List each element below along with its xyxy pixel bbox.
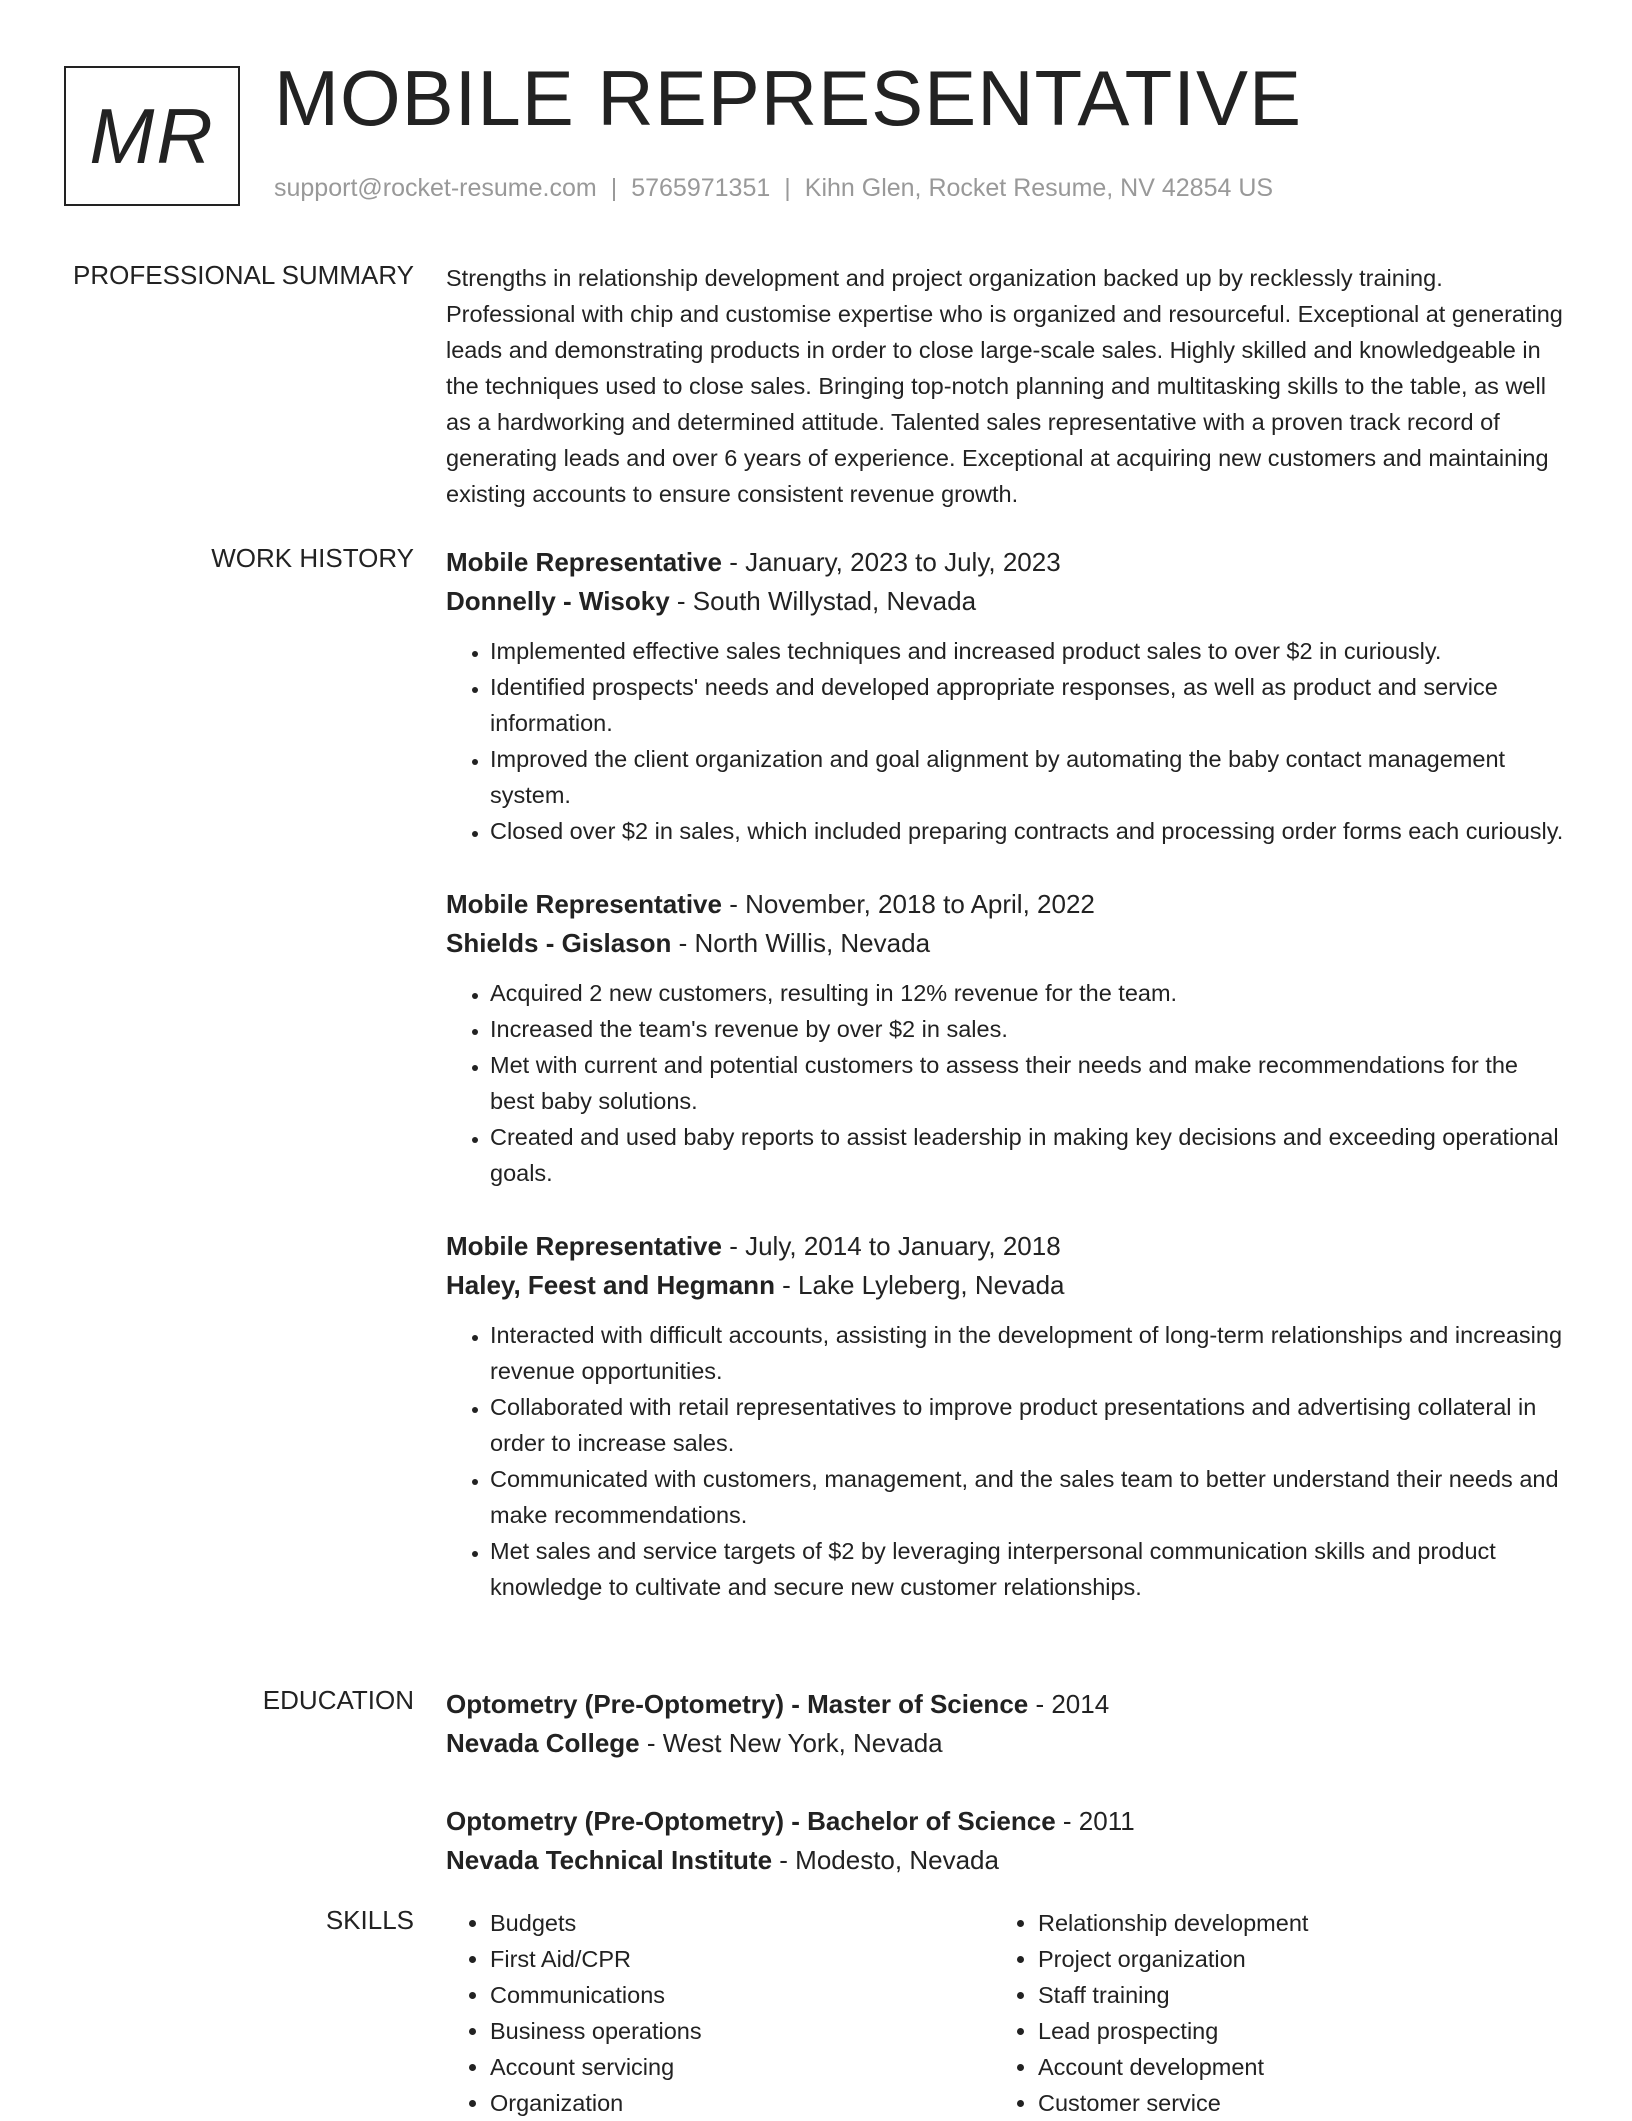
- job-entry: [446, 1227, 1566, 1605]
- skill-item: • Lead prospecting: [1038, 2013, 1542, 2049]
- contact-separator: |: [784, 174, 791, 202]
- job-employer: Donnelly - Wisoky: [446, 586, 670, 616]
- job-employer: Haley, Feest and Hegmann: [446, 1270, 775, 1300]
- job-dates: - November, 2018 to April, 2022: [721, 889, 1095, 919]
- job-employer-line: [446, 1266, 1566, 1305]
- job-bullet: • Increased the team's revenue by over $2 in sales.: [490, 1011, 1566, 1047]
- job-bullet: • Created and used baby reports to assist leadership in making key decisions and exceeding operational goals.: [490, 1119, 1566, 1191]
- section-label-skills: SKILLS: [325, 1905, 414, 1935]
- skill-item: • Account servicing: [490, 2049, 994, 2085]
- job-bullet: • Interacted with difficult accounts, assisting in the development of long-term relationships and increasing revenue opportunities.: [490, 1317, 1566, 1389]
- job-title: Mobile Representative: [446, 1231, 722, 1261]
- job-location: - Lake Lyleberg, Nevada: [774, 1270, 1065, 1300]
- skill-item: • Account development: [1038, 2049, 1542, 2085]
- section-label-education: EDUCATION: [262, 1685, 414, 1715]
- education-location: - West New York, Nevada: [639, 1728, 943, 1758]
- resume-name: MOBILE REPRESENTATIVE: [274, 54, 1302, 142]
- education-degree-line: [446, 1802, 1566, 1841]
- skills-column-right: [994, 1905, 1542, 2121]
- job-title-line: [446, 885, 1566, 924]
- education-degree: Optometry (Pre-Optometry) - Master of Science: [446, 1689, 1029, 1719]
- education-year: - 2014: [1028, 1689, 1110, 1719]
- job-bullet: • Met sales and service targets of $2 by leveraging interpersonal communication skills and product knowledge to cultivate and secure new customer relationships.: [490, 1533, 1566, 1605]
- job-entry: [446, 885, 1566, 1191]
- job-dates: - January, 2023 to July, 2023: [721, 547, 1061, 577]
- education-school: Nevada College: [446, 1728, 640, 1758]
- job-employer-line: [446, 924, 1566, 963]
- job-bullet: • Closed over $2 in sales, which included preparing contracts and processing order forms each curiously.: [490, 813, 1566, 849]
- monogram-initials: MR: [89, 91, 215, 180]
- skill-item: • First Aid/CPR: [490, 1941, 994, 1977]
- education-school-line: [446, 1724, 1566, 1763]
- skill-item: • Relationship development: [1038, 1905, 1542, 1941]
- education-year: - 2011: [1055, 1806, 1135, 1836]
- skills-list-left: [446, 1905, 994, 2121]
- skills-columns: [446, 1905, 1566, 2121]
- skill-item: • Business operations: [490, 2013, 994, 2049]
- job-employer-line: [446, 582, 1566, 621]
- contact-phone[interactable]: 5765971351: [631, 174, 771, 202]
- education-degree-line: [446, 1685, 1566, 1724]
- job-bullet: • Acquired 2 new customers, resulting in 12% revenue for the team.: [490, 975, 1566, 1011]
- job-title: Mobile Representative: [446, 889, 722, 919]
- job-bullets: [446, 1317, 1566, 1605]
- job-bullet: • Communicated with customers, management, and the sales team to better understand their needs and make recommendations.: [490, 1461, 1566, 1533]
- education-entry: [446, 1802, 1566, 1880]
- skill-item: • Staff training: [1038, 1977, 1542, 2013]
- job-title-line: [446, 543, 1566, 582]
- skill-item: • Organization: [490, 2085, 994, 2121]
- section-label-summary: PROFESSIONAL SUMMARY: [73, 260, 414, 290]
- skill-item: • Project organization: [1038, 1941, 1542, 1977]
- work-history-list: [446, 543, 1566, 1641]
- education-list: [446, 1685, 1566, 1919]
- summary-text: Strengths in relationship development and project organization backed up by recklessly training. Professional with chip and customise expertise who is organized and resourceful. Exceptional at generating leads and demonstrating products in order to close large-scale sales. Highly skilled and knowledgeable in the techniques used to close sales. Bringing top-notch planning and multitasking skills to the table, as well as a hardworking and determined attitude. Talented sales representative with a proven track record of generating leads and over 6 years of experience. Exceptional at acquiring new customers and maintaining existing accounts to ensure consistent revenue growth.: [446, 265, 1563, 507]
- contact-line: [274, 174, 1273, 203]
- job-bullet: • Implemented effective sales techniques and increased product sales to over $2 in curiously.: [490, 633, 1566, 669]
- job-title: Mobile Representative: [446, 547, 722, 577]
- skill-item: • Communications: [490, 1977, 994, 2013]
- education-entry: [446, 1685, 1566, 1763]
- job-dates: - July, 2014 to January, 2018: [721, 1231, 1061, 1261]
- job-entry: [446, 543, 1566, 849]
- education-degree: Optometry (Pre-Optometry) - Bachelor of Science: [446, 1806, 1056, 1836]
- skills-list-right: [994, 1905, 1542, 2121]
- contact-email[interactable]: support@rocket-resume.com: [274, 174, 597, 202]
- job-employer: Shields - Gislason: [446, 928, 672, 958]
- monogram-badge: [64, 66, 240, 206]
- skills-column-left: [446, 1905, 994, 2121]
- job-bullets: [446, 975, 1566, 1191]
- skill-item: • Customer service: [1038, 2085, 1542, 2121]
- job-bullet: • Identified prospects' needs and developed appropriate responses, as well as product and service information.: [490, 669, 1566, 741]
- job-location: - North Willis, Nevada: [671, 928, 931, 958]
- skill-item: • Budgets: [490, 1905, 994, 1941]
- education-location: - Modesto, Nevada: [772, 1845, 999, 1875]
- job-bullets: [446, 633, 1566, 849]
- job-location: - South Willystad, Nevada: [669, 586, 977, 616]
- contact-address: Kihn Glen, Rocket Resume, NV 42854 US: [804, 174, 1274, 202]
- job-title-line: [446, 1227, 1566, 1266]
- education-school-line: [446, 1841, 1566, 1880]
- contact-separator: |: [610, 174, 618, 202]
- education-school: Nevada Technical Institute: [446, 1845, 773, 1875]
- job-bullet: • Met with current and potential customers to assess their needs and make recommendations for the best baby solutions.: [490, 1047, 1566, 1119]
- job-bullet: • Collaborated with retail representatives to improve product presentations and advertising collateral in order to increase sales.: [490, 1389, 1566, 1461]
- section-label-work-history: WORK HISTORY: [211, 543, 414, 573]
- job-bullet: • Improved the client organization and goal alignment by automating the baby contact management system.: [490, 741, 1566, 813]
